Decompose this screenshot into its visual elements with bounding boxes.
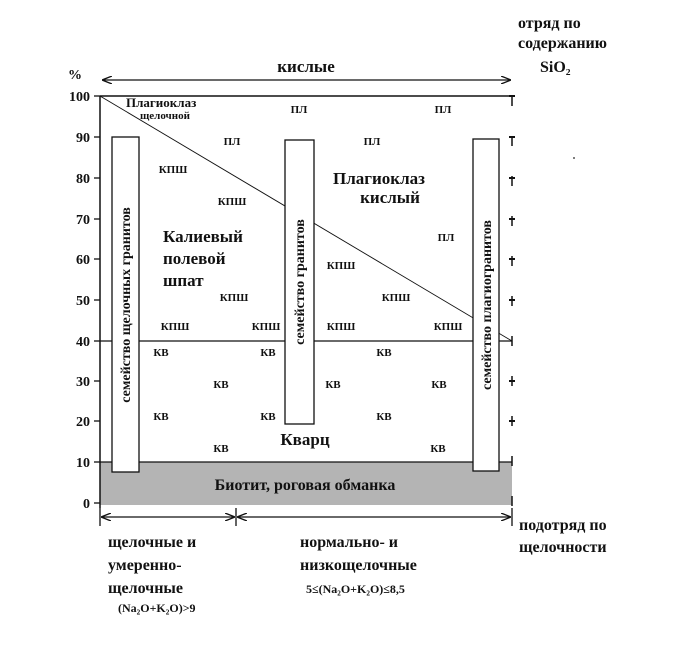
k-feldspar-label-3: шпат xyxy=(163,271,204,290)
k-feldspar-label-2: полевой xyxy=(163,249,226,268)
kv-label: КВ xyxy=(153,347,169,359)
kv-label: КВ xyxy=(376,347,392,359)
acidic-label: кислые xyxy=(277,57,335,76)
y-tick-50: 50 xyxy=(76,294,90,309)
kpsh-label: КПШ xyxy=(251,321,281,333)
y-tick-marks xyxy=(94,96,100,503)
normal-label-line-2: низкощелочные xyxy=(300,557,417,574)
kpsh-label: КПШ xyxy=(219,292,249,304)
normal-label-line-1: нормально- и xyxy=(300,534,399,551)
pl-label: ПЛ xyxy=(363,136,381,148)
series-label-line-3: SiO₂ xyxy=(540,59,571,76)
y-tick-60: 60 xyxy=(76,253,90,268)
pl-label: ПЛ xyxy=(434,104,452,116)
kv-label: КВ xyxy=(325,379,341,391)
pl-label: ПЛ xyxy=(437,232,455,244)
y-tick-0: 0 xyxy=(83,497,90,512)
kv-label: КВ xyxy=(431,379,447,391)
pl-label: ПЛ xyxy=(223,136,241,148)
percent-label: % xyxy=(68,68,82,83)
subclass-label-line-2: щелочности xyxy=(519,539,607,556)
kpsh-label: КПШ xyxy=(326,321,356,333)
kpsh-label: КПШ xyxy=(381,292,411,304)
y-tick-30: 30 xyxy=(76,375,90,390)
stray-dot xyxy=(573,157,575,159)
series-label-line-1: отряд по xyxy=(518,15,581,32)
subclass-label-line-1: подотряд по xyxy=(519,517,607,534)
biotite-label: Биотит, роговая обманка xyxy=(214,477,396,494)
kpsh-label: КПШ xyxy=(433,321,463,333)
acid-plagioclase-label-1: Плагиоклаз xyxy=(333,169,425,188)
granite-family-label: семейство гранитов xyxy=(293,219,308,345)
normal-formula: 5≤(Na₂O+K₂O)≤8,5 xyxy=(306,582,405,596)
alkali-plagioclase-label-2: щелочной xyxy=(140,110,190,122)
kv-label: КВ xyxy=(430,443,446,455)
kv-label: КВ xyxy=(260,347,276,359)
alkaline-label-line-1: щелочные и xyxy=(108,534,197,551)
kv-label: КВ xyxy=(213,443,229,455)
k-feldspar-label-1: Калиевый xyxy=(163,227,243,246)
kv-label: КВ xyxy=(213,379,229,391)
kv-label: КВ xyxy=(260,411,276,423)
y-tick-80: 80 xyxy=(76,172,90,187)
alkali-granite-family-label: семейство щелочных гранитов xyxy=(119,207,134,403)
alkaline-formula: (Na₂O+K₂O)>9 xyxy=(118,601,196,615)
pl-label: ПЛ xyxy=(290,104,308,116)
plagiogranite-family-label: семейство плагиогранитов xyxy=(480,220,495,390)
series-label-line-2: содержанию xyxy=(518,35,607,52)
kpsh-label: КПШ xyxy=(217,196,247,208)
alkali-plagioclase-label-1: Плагиоклаз xyxy=(126,95,197,110)
y-tick-labels xyxy=(69,90,90,512)
y-tick-70: 70 xyxy=(76,213,90,228)
alkaline-label-line-3: щелочные xyxy=(108,580,184,597)
kpsh-label: КПШ xyxy=(326,260,356,272)
y-tick-90: 90 xyxy=(76,131,90,146)
alkaline-label-line-2: умеренно- xyxy=(108,557,182,574)
kpsh-label: КПШ xyxy=(160,321,190,333)
y-tick-40: 40 xyxy=(76,335,90,350)
y-tick-20: 20 xyxy=(76,415,90,430)
y-tick-100: 100 xyxy=(69,90,90,105)
kpsh-label: КПШ xyxy=(158,164,188,176)
kv-label: КВ xyxy=(153,411,169,423)
acid-plagioclase-label-2: кислый xyxy=(360,188,420,207)
kv-label: КВ xyxy=(376,411,392,423)
quartz-label: Кварц xyxy=(280,430,330,449)
y-tick-10: 10 xyxy=(76,456,90,471)
